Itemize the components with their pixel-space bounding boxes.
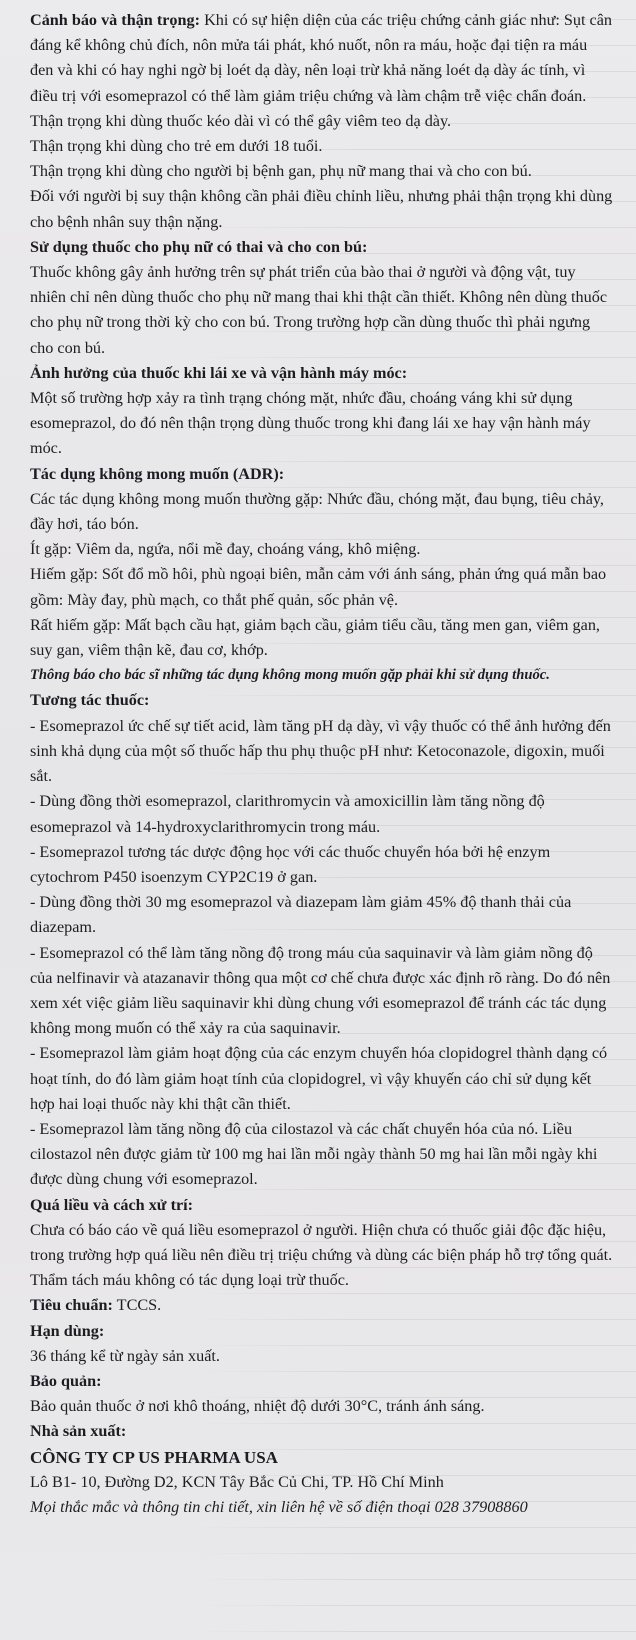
adr-uncommon: Ít gặp: Viêm da, ngứa, nổi mề đay, choáng váng, khô miệng. — [30, 540, 421, 559]
pregnancy-heading: Sử dụng thuốc cho phụ nữ có thai và cho con bú: — [30, 237, 368, 256]
interactions-heading: Tương tác thuốc: — [30, 691, 150, 710]
warnings-heading: Cảnh báo và thận trọng: — [30, 11, 201, 29]
adr-very-rare: Rất hiếm gặp: Mất bạch cầu hạt, giảm bạch cầu, giảm tiểu cầu, tăng men gan, viêm gan, suy gan, viêm thận kẽ, đau cơ, khớp. — [30, 615, 600, 660]
warnings-line-2: Thận trọng khi dùng thuốc kéo dài vì có thể gây viêm teo dạ dày. — [30, 111, 452, 130]
warnings-line-3: Thận trọng khi dùng cho trẻ em dưới 18 tuổi. — [30, 137, 323, 156]
manufacturer-contact: Mọi thắc mắc và thông tin chi tiết, xin liên hệ về số điện thoại 028 37908860 — [30, 1497, 528, 1516]
interaction-item-7: - Esomeprazol làm tăng nồng độ của cilostazol và các chất chuyển hóa của nó. Liều cilostazol nên được giảm từ 100 mg hai lần mỗi ngày thành 50 mg hai lần mỗi ngày khi được dùng chung với esomeprazol. — [30, 1119, 598, 1189]
interaction-item-6: - Esomeprazol làm giảm hoạt động của các enzym chuyển hóa clopidogrel thành dạng có hoạt tính, do đó làm giảm hoạt tính của clopidogrel, vì vậy khuyến cáo chỉ sử dụng kết hợp hai loại thuốc này khi thật cần thiết. — [30, 1044, 608, 1113]
standard-line — [30, 1293, 614, 1318]
interaction-item-2: - Dùng đồng thời esomeprazol, clarithromycin và amoxicillin làm tăng nồng độ esomeprazol và 14-hydroxyclarithromycin trong máu. — [30, 792, 545, 836]
warnings-paragraph: Cảnh báo và thận trọng: Khi có sự hiện diện của các triệu chứng cảnh giác như: Sụt cân đáng kể không chủ đích, nôn mửa tái phát, khó nuốt, nôn ra máu, hoặc đại tiện ra máu đen và khi có hay nghi ngờ bị loét dạ dày, nên loại trừ khả năng loét dạ dày ác tính, vì điều trị với esomeprazol có thể làm giảm triệu chứng và làm chậm trễ việc chẩn đoán. — [30, 11, 612, 105]
driving-paragraph: Một số trường hợp xảy ra tình trạng chóng mặt, nhức đầu, choáng váng khi sử dụng esomeprazol, do đó nên thận trọng dùng thuốc trong khi đang lái xe hay vận hành máy móc. — [30, 389, 591, 458]
manufacturer-company: CÔNG TY CP US PHARMA USA — [30, 1447, 278, 1467]
driving-heading: Ảnh hưởng của thuốc khi lái xe và vận hành máy móc: — [30, 363, 408, 382]
interaction-item-1: - Esomeprazol ức chế sự tiết acid, làm tăng pH dạ dày, vì vậy thuốc có thể ảnh hưởng đến sinh khả dụng của một số thuốc hấp thu phụ thuộc pH như: Ketoconazole, digoxin, muối sắt. — [30, 716, 611, 786]
warnings-line-4: Thận trọng khi dùng cho người bị bệnh gan, phụ nữ mang thai và cho con bú. — [30, 162, 532, 181]
standard-heading: Tiêu chuẩn: — [30, 1296, 113, 1315]
adr-notice: Thông báo cho bác sĩ những tác dụng không mong muốn gặp phải khi sử dụng thuốc. — [30, 667, 550, 684]
interaction-item-4: - Dùng đồng thời 30 mg esomeprazol và diazepam làm giảm 45% độ thanh thải của diazepam. — [30, 893, 572, 937]
standard-value: TCCS. — [112, 1296, 162, 1315]
overdose-heading: Quá liều và cách xử trí: — [30, 1195, 194, 1214]
interaction-item-5: - Esomeprazol có thể làm tăng nồng độ trong máu của saquinavir và làm giảm nồng độ của nelfinavir và atazanavir thông qua một cơ chế chưa được xác định rõ ràng. Do đó nên xem xét việc giảm liều saquinavir khi dùng chung với esomeprazol để tránh các tác dụng không mong muốn có thể xảy ra của saquinavir. — [30, 943, 611, 1038]
storage-heading: Bảo quản: — [30, 1371, 102, 1390]
shelf-life-value: 36 tháng kể từ ngày sản xuất. — [30, 1346, 220, 1365]
manufacturer-heading: Nhà sản xuất: — [30, 1422, 127, 1441]
leaflet-text — [30, 8, 614, 1520]
pregnancy-paragraph: Thuốc không gây ảnh hưởng trên sự phát triển của bào thai ở người và động vật, tuy nhiên chỉ nên dùng thuốc cho phụ nữ mang thai khi thật cần thiết. Không nên dùng thuốc cho phụ nữ trong thời kỳ cho con bú. Trong trường hợp cần dùng thuốc thì phải ngưng cho con bú. — [30, 263, 608, 357]
adr-heading: Tác dụng không mong muốn (ADR): — [30, 464, 285, 483]
overdose-paragraph: Chưa có báo cáo về quá liều esomeprazol ở người. Hiện chưa có thuốc giải độc đặc hiệu, trong trường hợp quá liều nên điều trị triệu chứng và dùng các biện pháp hỗ trợ tổng quát. Thẩm tách máu không có tác dụng loại trừ thuốc. — [30, 1220, 613, 1290]
adr-common: Các tác dụng không mong muốn thường gặp: Nhức đầu, chóng mặt, đau bụng, tiêu chảy, đầy hơi, táo bón. — [30, 489, 604, 534]
interaction-item-3: - Esomeprazol tương tác dược động học với các thuốc chuyển hóa bởi hệ enzym cytochrom P450 isoenzym CYP2C19 ở gan. — [30, 842, 551, 886]
adr-rare: Hiếm gặp: Sốt đổ mồ hôi, phù ngoại biên, mẫn cảm với ánh sáng, phản ứng quá mẫn bao gồm: Mày đay, phù mạch, co thắt phế quản, sốc phản vệ. — [30, 565, 607, 609]
warnings-line-5: Đối với người bị suy thận không cần phải điều chỉnh liều, nhưng phải thận trọng khi dùng cho bệnh nhân suy thận nặng. — [30, 187, 613, 231]
manufacturer-address: Lô B1- 10, Đường D2, KCN Tây Bắc Củ Chi, TP. Hồ Chí Minh — [30, 1472, 444, 1491]
shelf-life-heading: Hạn dùng: — [30, 1321, 105, 1340]
storage-value: Bảo quản thuốc ở nơi khô thoáng, nhiệt độ dưới 30°C, tránh ánh sáng. — [30, 1397, 485, 1416]
